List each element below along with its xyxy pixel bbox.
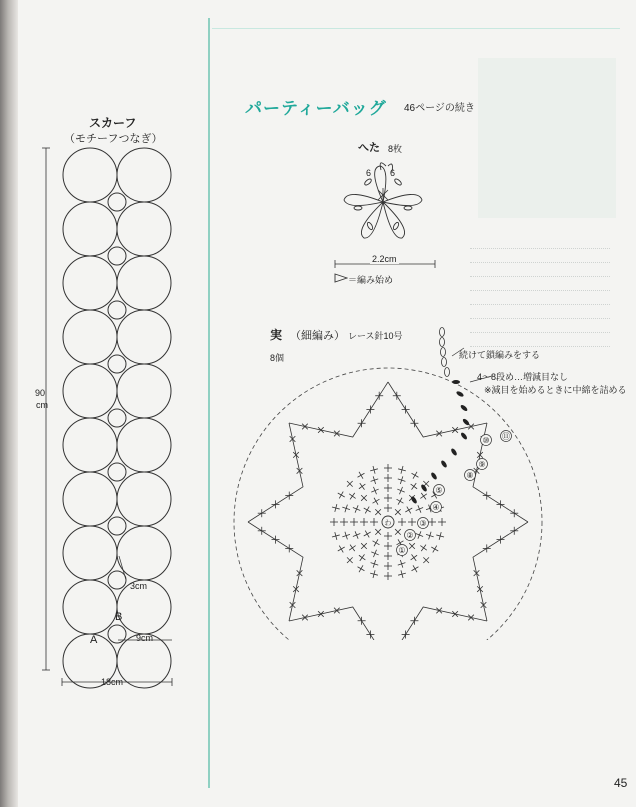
single-crochet-mark: [436, 532, 444, 540]
single-crochet-mark: [384, 464, 392, 472]
single-crochet-mark: [297, 570, 303, 576]
single-crochet-mark: [293, 452, 299, 458]
single-crochet-mark: [402, 630, 410, 638]
continued-note: 46ページの続き: [404, 103, 475, 114]
single-crochet-mark: [332, 532, 340, 540]
single-crochet-mark: [272, 500, 280, 508]
round-marker: ②: [406, 531, 414, 540]
single-crochet-mark: [405, 507, 412, 514]
motif-b: [108, 193, 126, 211]
single-crochet-mark: [371, 487, 378, 494]
single-crochet-mark: [361, 543, 367, 549]
round-marker: ⑤: [435, 486, 443, 495]
single-crochet-mark: [360, 518, 368, 526]
label-a: A: [90, 634, 98, 646]
single-crochet-mark: [416, 531, 423, 538]
motif-b: [108, 409, 126, 427]
motif-a: [117, 418, 171, 472]
single-crochet-mark: [370, 466, 378, 474]
single-crochet-mark: [483, 544, 491, 552]
single-crochet-mark: [412, 565, 419, 572]
single-crochet-mark: [290, 602, 296, 608]
single-crochet-mark: [370, 518, 378, 526]
single-crochet-mark: [496, 536, 504, 544]
motif-b: [108, 247, 126, 265]
motif-a: [63, 580, 117, 634]
heta-num-right: 6: [390, 168, 396, 178]
single-crochet-mark: [358, 565, 365, 572]
section-title: パーティーバッグ: [245, 99, 387, 118]
single-crochet-mark: [410, 419, 418, 427]
single-crochet-mark: [384, 532, 392, 540]
note-rounds: 4〜8段め…増減目なし: [477, 372, 569, 382]
single-crochet-mark: [359, 554, 365, 560]
single-crochet-mark: [411, 483, 417, 489]
single-crochet-mark: [350, 518, 358, 526]
single-crochet-mark: [384, 542, 392, 550]
motif-a: [117, 364, 171, 418]
single-crochet-mark: [477, 586, 483, 592]
motif-a: [63, 364, 117, 418]
single-crochet-mark: [358, 472, 365, 479]
single-crochet-mark: [398, 518, 406, 526]
single-crochet-mark: [384, 572, 392, 580]
single-crochet-mark: [384, 494, 392, 502]
single-crochet-mark: [468, 424, 474, 430]
heta-count: 8枚: [388, 144, 403, 154]
single-crochet-mark: [510, 509, 518, 517]
single-crochet-mark: [258, 509, 266, 517]
single-crochet-mark: [373, 498, 380, 505]
fruit-chart: [230, 320, 550, 640]
single-crochet-mark: [384, 504, 392, 512]
single-crochet-mark: [428, 518, 436, 526]
start-mark-icon: [334, 273, 348, 283]
single-crochet-mark: [371, 560, 379, 568]
page-number: 45: [614, 776, 628, 790]
single-crochet-mark: [481, 602, 487, 608]
heta-num-left: 6: [366, 168, 372, 178]
single-crochet-mark: [330, 518, 338, 526]
note-chain: 続けて鎖編みをする: [459, 350, 541, 360]
single-crochet-mark: [347, 481, 353, 487]
motif-a: [117, 148, 171, 202]
single-crochet-mark: [431, 546, 438, 553]
single-crochet-mark: [436, 608, 442, 614]
single-crochet-mark: [318, 427, 324, 433]
round-marker: ⑧: [466, 471, 474, 480]
svg-text:わ: わ: [384, 520, 392, 527]
single-crochet-mark: [420, 493, 426, 499]
fruit-method: （細編み）: [290, 330, 345, 342]
single-crochet-mark: [342, 505, 350, 513]
motif-a: [117, 202, 171, 256]
book-spine-shadow: [0, 0, 18, 807]
single-crochet-mark: [285, 492, 293, 500]
motif-b: [108, 355, 126, 373]
motif-a: [117, 472, 171, 526]
scarf-height-num: 90: [35, 388, 46, 398]
single-crochet-mark: [426, 532, 434, 540]
single-crochet-mark: [353, 531, 360, 538]
heta-width: 2.2cm: [372, 254, 397, 264]
single-crochet-mark: [397, 498, 404, 505]
round-marker: ④: [432, 503, 440, 512]
single-crochet-mark: [340, 518, 348, 526]
motif-a: [63, 310, 117, 364]
single-crochet-mark: [393, 392, 401, 400]
single-crochet-mark: [416, 505, 423, 512]
motif-b: [108, 463, 126, 481]
single-crochet-mark: [332, 504, 340, 512]
motif-b: [108, 301, 126, 319]
single-crochet-mark: [375, 392, 383, 400]
single-crochet-mark: [412, 472, 419, 479]
single-crochet-mark: [510, 527, 518, 535]
single-crochet-mark: [452, 611, 458, 617]
single-crochet-mark: [285, 544, 293, 552]
single-crochet-mark: [468, 615, 474, 621]
motif-b: [108, 517, 126, 535]
ghost-panel: [478, 58, 616, 218]
dim-3cm: 3cm: [130, 581, 148, 591]
single-crochet-mark: [395, 529, 401, 535]
motif-a: [63, 202, 117, 256]
heta-diagram: [328, 160, 438, 260]
dim-9cm: 9cm: [136, 633, 154, 643]
single-crochet-mark: [474, 570, 480, 576]
single-crochet-mark: [370, 570, 378, 578]
single-crochet-mark: [436, 431, 442, 437]
single-crochet-mark: [358, 419, 366, 427]
scarf-subtitle: （モチーフつなぎ）: [64, 133, 163, 145]
scarf-height-unit: cm: [36, 400, 48, 410]
single-crochet-mark: [397, 487, 404, 494]
single-crochet-mark: [411, 554, 417, 560]
single-crochet-mark: [272, 536, 280, 544]
fruit-label: 実: [270, 328, 283, 342]
single-crochet-mark: [364, 531, 371, 538]
single-crochet-mark: [342, 532, 350, 540]
single-crochet-mark: [410, 617, 418, 625]
single-crochet-mark: [366, 406, 374, 414]
motif-a: [63, 526, 117, 580]
motif-b: [108, 571, 126, 589]
single-crochet-mark: [384, 562, 392, 570]
single-crochet-mark: [384, 552, 392, 560]
single-crochet-mark: [452, 427, 458, 433]
single-crochet-mark: [375, 509, 381, 515]
header-rule: [212, 28, 620, 29]
note-decrease: ※減目を始めるときに中綿を詰める: [484, 385, 627, 395]
motif-a: [117, 256, 171, 310]
single-crochet-mark: [371, 476, 379, 484]
chain-stitches: [440, 328, 450, 377]
single-crochet-mark: [398, 476, 406, 484]
single-crochet-mark: [408, 518, 416, 526]
single-crochet-mark: [334, 431, 340, 437]
single-crochet-mark: [290, 436, 296, 442]
scarf-title: スカーフ: [89, 116, 137, 130]
round-marker: ③: [419, 519, 427, 528]
single-crochet-mark: [398, 466, 406, 474]
single-crochet-mark: [318, 611, 324, 617]
single-crochet-mark: [302, 615, 308, 621]
motif-a: [117, 310, 171, 364]
single-crochet-mark: [384, 474, 392, 482]
single-crochet-mark: [358, 617, 366, 625]
round-marker: ⑪: [502, 432, 510, 441]
round-marker: ⑨: [478, 460, 486, 469]
single-crochet-mark: [361, 495, 367, 501]
single-crochet-mark: [375, 529, 381, 535]
single-crochet-mark: [438, 518, 446, 526]
motif-a: [117, 526, 171, 580]
single-crochet-mark: [477, 452, 483, 458]
single-crochet-mark: [302, 424, 308, 430]
round-marker: ①: [398, 546, 406, 555]
label-b: B: [115, 611, 123, 623]
motif-a: [63, 418, 117, 472]
single-crochet-mark: [334, 608, 340, 614]
single-crochet-mark: [402, 406, 410, 414]
single-crochet-mark: [496, 500, 504, 508]
single-crochet-mark: [349, 545, 355, 551]
fruit-hook: レース針10号: [348, 331, 403, 341]
single-crochet-mark: [258, 527, 266, 535]
single-crochet-mark: [409, 543, 415, 549]
single-crochet-mark: [483, 492, 491, 500]
single-crochet-mark: [338, 492, 345, 499]
single-crochet-mark: [353, 505, 360, 512]
single-crochet-mark: [364, 507, 371, 514]
single-crochet-mark: [398, 570, 406, 578]
single-crochet-mark: [398, 560, 406, 568]
single-crochet-mark: [384, 484, 392, 492]
single-crochet-mark: [395, 509, 401, 515]
single-crochet-mark: [359, 483, 365, 489]
fruit-count: 8個: [270, 353, 285, 363]
heta-label: へた: [358, 142, 380, 154]
single-crochet-mark: [420, 545, 426, 551]
scarf-width-label: 18cm: [101, 677, 124, 687]
single-crochet-mark: [297, 468, 303, 474]
motif-a: [63, 148, 117, 202]
motif-a: [63, 256, 117, 310]
motif-a: [63, 472, 117, 526]
single-crochet-mark: [349, 493, 355, 499]
single-crochet-mark: [338, 546, 345, 553]
single-crochet-mark: [371, 550, 378, 557]
single-crochet-mark: [423, 557, 429, 563]
start-mark-legend: ＝編み始め: [348, 275, 394, 285]
single-crochet-mark: [366, 630, 374, 638]
single-crochet-mark: [347, 557, 353, 563]
round-marker: ⑩: [482, 436, 490, 445]
single-crochet-mark: [293, 586, 299, 592]
single-crochet-mark: [373, 539, 380, 546]
